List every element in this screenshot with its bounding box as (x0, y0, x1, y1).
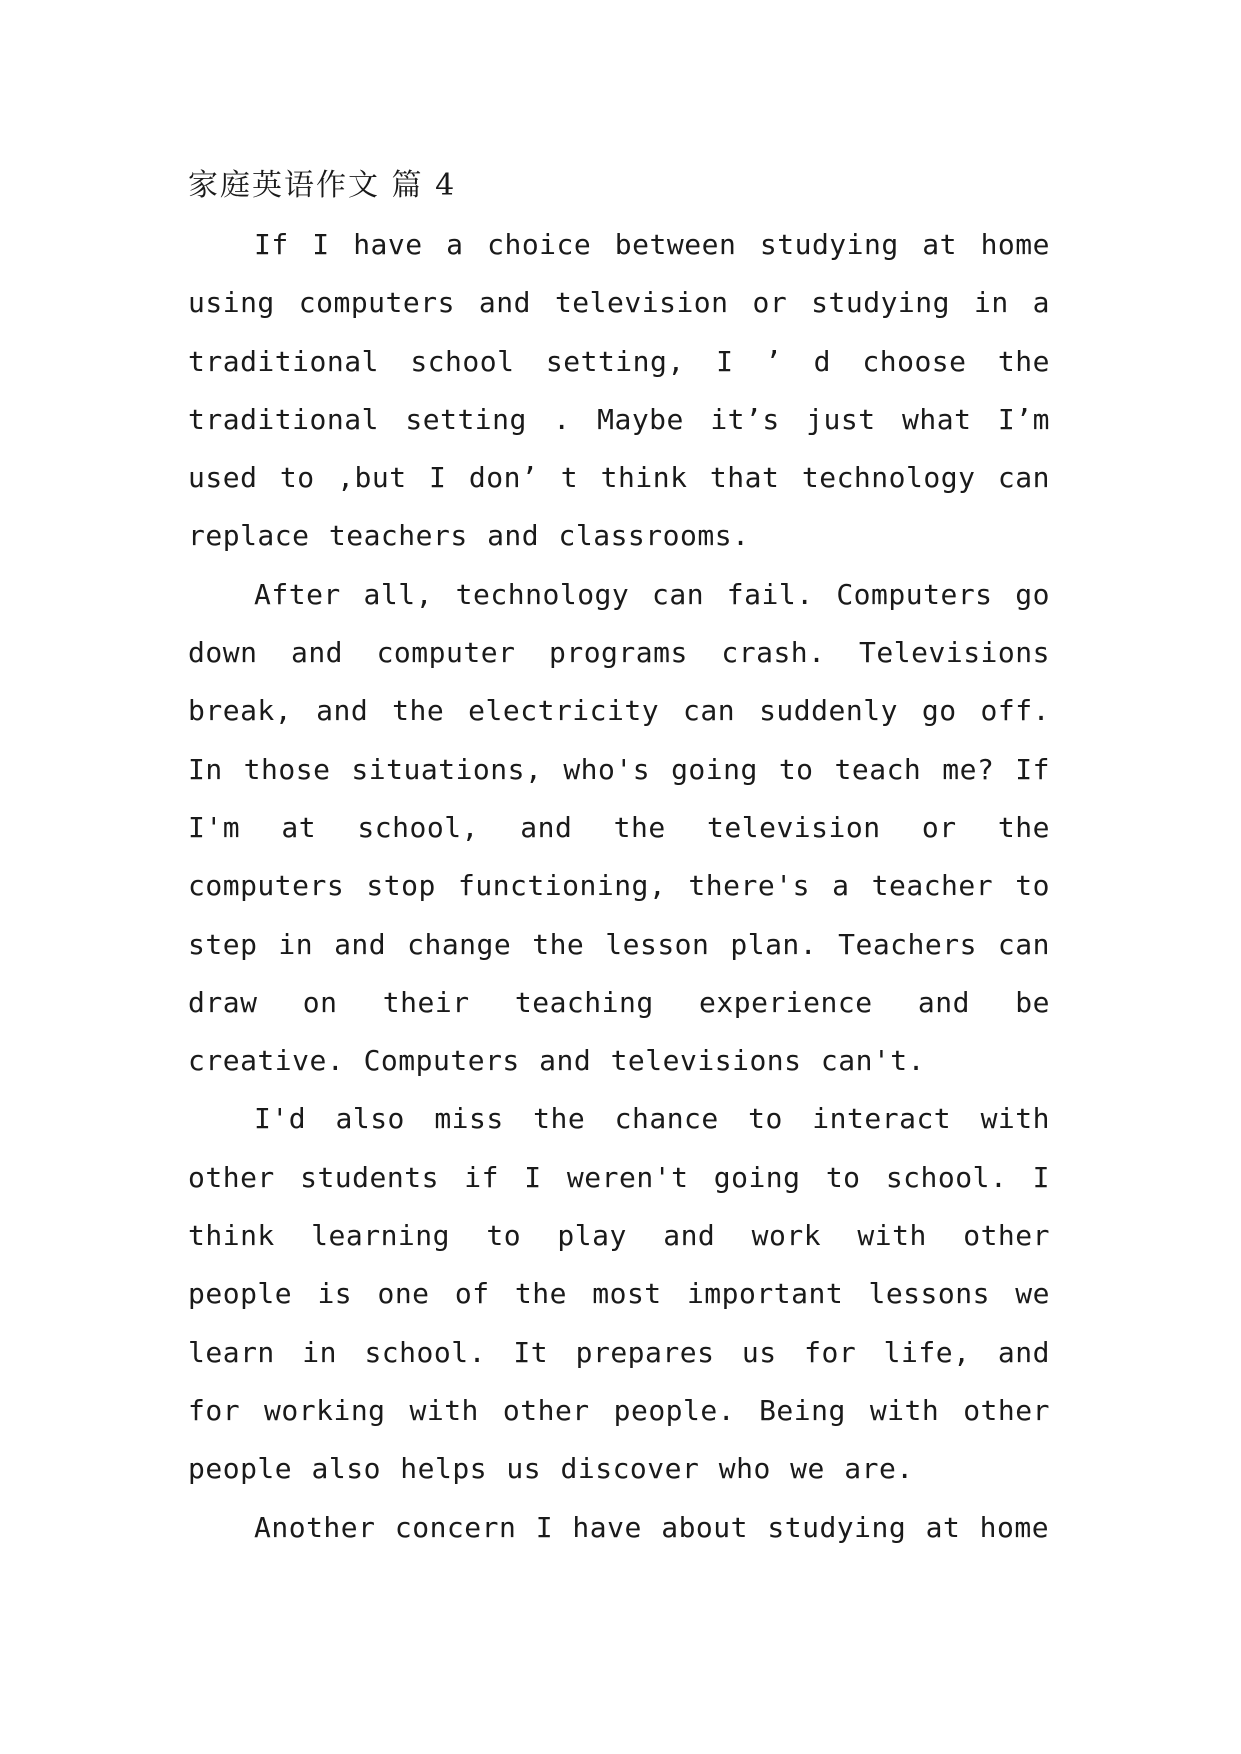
paragraph-2: After all, technology can fail. Computers go down and computer programs crash. Televisions break, and the electricity can suddenly go off. In those situations, who's going to teach me? If I'm at school, and the television or the computers stop functioning, there's a teacher to step in and change the lesson plan. Teachers can draw on their teaching experience and be creative. Computers and televisions can't. (188, 577, 1050, 1078)
document-body (188, 162, 1050, 1557)
paragraph-4: Another concern I have about studying at home (254, 1510, 1050, 1544)
paragraph-1: If I have a choice between studying at home using computers and television or studying in a traditional school setting, I ’ d choose the traditional setting . Maybe it’s just what I’m used to ,but I don’ t think that technology can replace teachers and classrooms. (188, 228, 1050, 553)
section-heading: 家庭英语作文 篇 4 (188, 168, 457, 203)
paragraph-3: I'd also miss the chance to interact with other students if I weren't going to school. I think learning to play and work with other people is one of the most important lessons we learn in school. It prepares us for life, and for working with other people. Being with other people also helps us discover who we are. (188, 1102, 1050, 1486)
